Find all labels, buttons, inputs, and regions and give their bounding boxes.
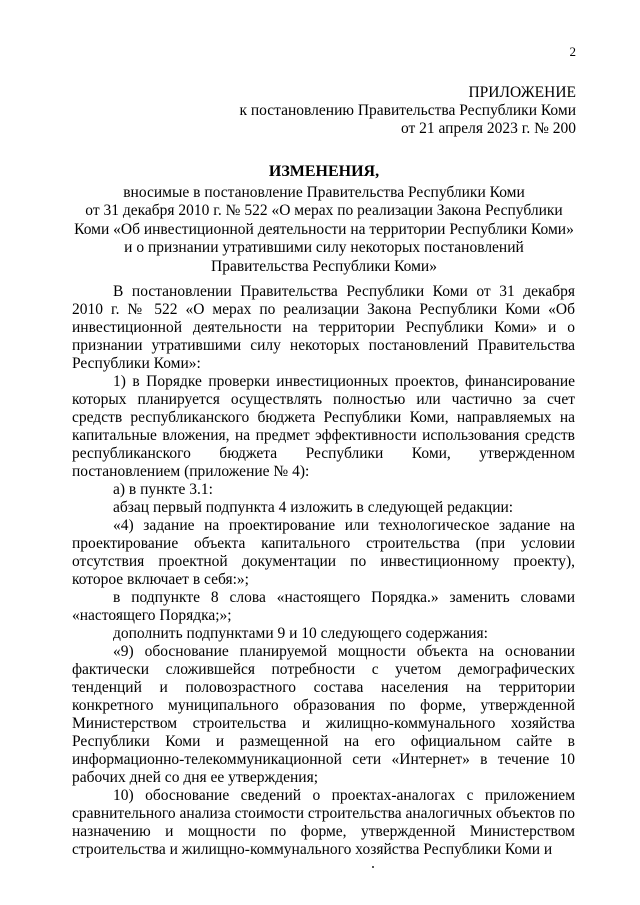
document-title: ИЗМЕНЕНИЯ,: [268, 163, 380, 180]
title-line: Правительства Республики Коми»: [211, 257, 437, 275]
page-number: 2: [569, 44, 576, 59]
paragraph: а) в пункте 3.1:: [113, 481, 213, 498]
annex-date: от 21 апреля 2023 г. № 200: [400, 120, 576, 137]
scan-dot: [372, 866, 374, 868]
title-line: от 31 декабря 2010 г. № 522 «О мерах по реализации Закона Республики: [85, 202, 563, 219]
document-title-block: [74, 163, 574, 276]
title-line: и о признании утратившими силу некоторых постановлений: [124, 239, 524, 256]
paragraph: 10) обоснование сведений о проектах-аналогах с приложением сравнительного анализа стоимости строительства аналогичных объектов по назначению и мощности по форме, утвержденной Министерством строительства и жилищно-коммунального хозяйства Республики Коми и: [72, 787, 575, 858]
paragraph: 1) в Порядке проверки инвестиционных проектов, финансирование которых планируется осуществлять полностью или частично за счет средств республиканского бюджета Республики Коми, направляемых на капитальные вложения, на предмет эффективности использования средств республиканского бюджета Республики Коми, утвержденном постановлением (приложение № 4):: [72, 373, 575, 480]
paragraph: абзац первый подпункта 4 изложить в следующей редакции:: [113, 499, 514, 516]
annex-resolution: к постановлению Правительства Республики Коми: [239, 102, 576, 119]
paragraph: «4) задание на проектирование или технологическое задание на проектирование объекта капитального строительства (при условии отсутствия проектной документации по инвестиционному проекту), которое включает в себя:»;: [72, 517, 575, 588]
paragraph: «9) обоснование планируемой мощности объекта на основании фактически сложившейся потребности с учетом демографических тенденций и половозрастного состава населения на территории конкретного муниципального образования по форме, утвержденной Министерством строительства и жилищно-коммунального хозяйства Республики Коми и размещенной на его официальном сайте в информационно-телекоммуникационной сети «Интернет» в течение 10 рабочих дней со дня ее утверждения;: [72, 643, 575, 786]
document-body: [72, 283, 575, 859]
annex-header: [239, 84, 576, 138]
paragraph: дополнить подпунктами 9 и 10 следующего содержания:: [113, 625, 488, 642]
title-line: вносимые в постановление Правительства Республики Коми: [123, 183, 525, 201]
title-line: Коми «Об инвестиционной деятельности на территории Республики Коми»: [74, 220, 574, 238]
paragraph: в подпункте 8 слова «настоящего Порядка.» заменить словами «настоящего Порядка;»;: [72, 589, 575, 624]
annex-label: ПРИЛОЖЕНИЕ: [468, 84, 576, 101]
paragraph: В постановлении Правительства Республики Коми от 31 декабря 2010 г. № 522 «О мерах по реализации Закона Республики Коми «Об инвестиционной деятельности на территории Республики Коми» и о признании утратившими силу некоторых постановлений Правительства Республики Коми»:: [72, 283, 575, 372]
